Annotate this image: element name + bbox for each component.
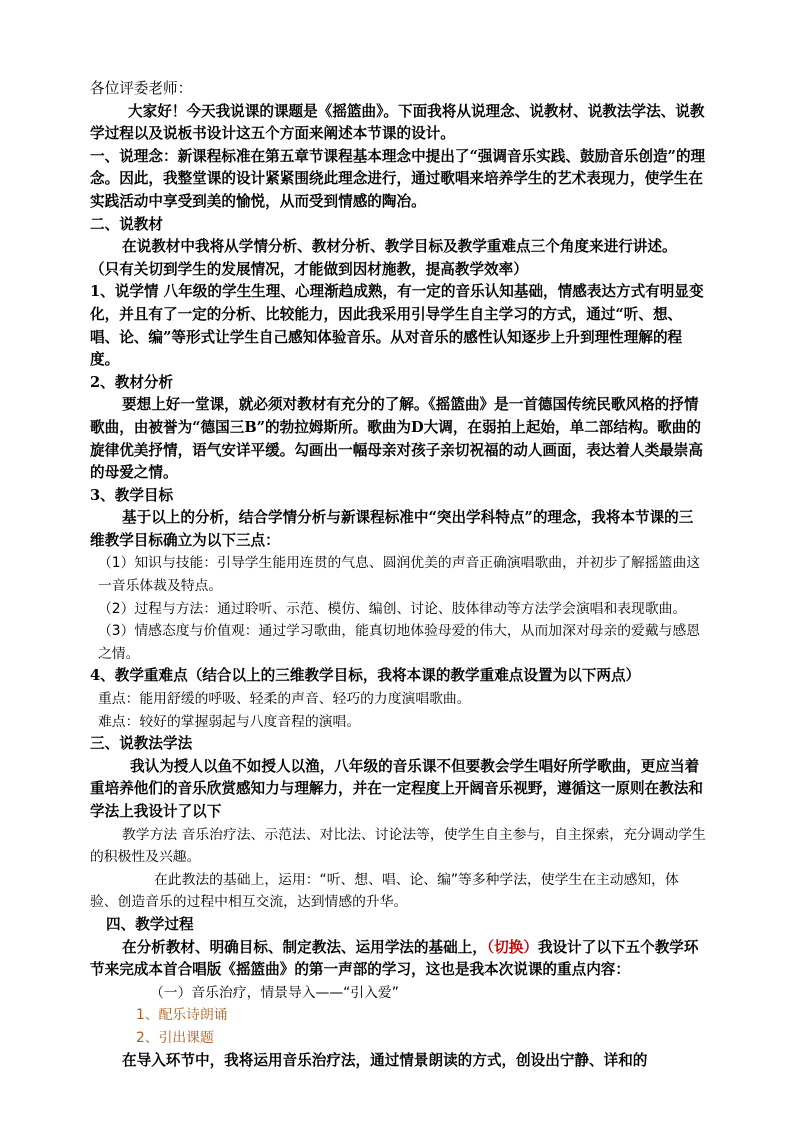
textbook-analysis: 要想上好一堂课，就必须对教材有充分的了解。《摇篮曲》是一首德国传统民歌风格的抒情歌曲，由被誉为“德国三B”的勃拉姆斯所。歌曲为D大调，在弱拍上起始，单二部结构。歌曲的旋律优美抒情，语气安详平缓。勾画出一幅母亲对孩子亲切祝福的动人画面，表达着人类最崇高的母爱之情。: [90, 396, 703, 482]
section-4-text-a: 在分析教材、明确目标、制定教法、运用学法的基础上，: [122, 938, 487, 956]
section-4-paragraph-1: [90, 937, 706, 982]
intro-paragraph: 大家好！今天我说课的课题是《摇篮曲》。下面我将从说理念、说教材、说教法学法、说教学过程以及说板书设计这五个方面来阐述本节课的设计。: [90, 102, 705, 143]
greeting: 各位评委老师：: [90, 80, 193, 97]
section-4-title: 四、教学过程: [106, 915, 194, 933]
section-3-paragraph-1: 我认为授人以鱼不如授人以渔，八年级的音乐课不但要教会学生唱好所学歌曲，更应当着重培养他们的音乐欣赏感知力与理解力，并在一定程度上开阔音乐视野，遵循这一原则在教法和学法上我设计了以下: [90, 757, 703, 820]
key-difficult-title: 4、教学重难点（结合以上的三维教学目标，我将本课的教学重难点设置为以下两点）: [90, 667, 641, 685]
textbook-analysis-title: 2、教材分析: [90, 373, 174, 391]
section-3-paragraph-2: 教学方法 音乐治疗法、示范法、对比法、讨论法等，使学生自主参与，自主探索，充分调动学生的积极性及兴趣。: [90, 826, 706, 866]
goal-2: （2）过程与方法：通过聆听、示范、模仿、编创、讨论、肢体律动等方法学会演唱和表现歌曲。: [98, 600, 687, 617]
section-3-paragraph-3: 在此教法的基础上，运用：“听、想、唱、论、编”等多种学法，使学生在主动感知，体验、创造音乐的过程中相互交流，达到情感的升华。: [90, 871, 679, 911]
goal-3: （3）情感态度与价值观：通过学习歌曲，能真切地体验母爱的伟大，从而加深对母亲的爱戴与感恩之情。: [98, 623, 701, 662]
section-4-text-b: 我设计了以下五个教学环节来完成本首合唱版《摇篮曲》的第一声部的学习，这也是我本次说课的重点内容：: [90, 938, 699, 979]
teaching-goals-intro: 基于以上的分析，结合学情分析与新课程标准中“突出学科特点”的理念，我将本节课的三维教学目标确立为以下三点：: [90, 509, 694, 549]
difficult-point: 难点：较好的掌握弱起与八度音程的演唱。: [98, 713, 361, 730]
goal-1: （1）知识与技能：引导学生能用连贯的气息、圆润优美的声音正确演唱歌曲，并初步了解摇篮曲这一音乐体裁及特点。: [98, 555, 701, 595]
section-3-title: 三、说教法学法: [90, 735, 193, 753]
section-2-note: （只有关切到学生的发展情况，才能做到因材施教，提高教学效率）: [90, 260, 528, 278]
step-1-title: （一）音乐治疗，情景导入——“引入爱”: [150, 984, 399, 1001]
switch-marker: （切换）: [486, 938, 538, 956]
section-2-title: 二、说教材: [90, 215, 163, 233]
key-point: 重点：能用舒缓的呼吸、轻柔的声音、轻巧的力度演唱歌曲。: [98, 691, 471, 708]
step-1-item-b: 2、引出课题: [136, 1029, 214, 1046]
section-1-philosophy: 一、说理念：新课程标准在第五章节课程基本理念中提出了“强调音乐实践、鼓励音乐创造”的理念。因此，我整堂课的设计紧紧围绕此理念进行，通过歌唱来培养学生的艺术表现力，使学生在实践活动中享受到美的愉悦，从而受到情感的陶冶。: [90, 147, 706, 210]
student-analysis: 1、说学情 八年级的学生生理、心理渐趋成熟，有一定的音乐认知基础，情感表达方式有明显变化，并且有了一定的分析、比较能力，因此我采用引导学生自主学习的方式，通过“听、想、唱、论、编”等形式让学生自己感知体验音乐。从对音乐的感性认知逐步上升到理性理解的程度。: [90, 283, 704, 369]
section-4-paragraph-2: 在导入环节中，我将运用音乐治疗法，通过情景朗读的方式，创设出宁静、详和的: [122, 1051, 648, 1069]
teaching-goals-title: 3、教学目标: [90, 486, 174, 504]
step-1-item-a: 1、配乐诗朗诵: [136, 1007, 228, 1024]
section-2-intro: 在说教材中我将从学情分析、教材分析、教学目标及教学重难点三个角度来进行讲述。: [122, 238, 677, 256]
